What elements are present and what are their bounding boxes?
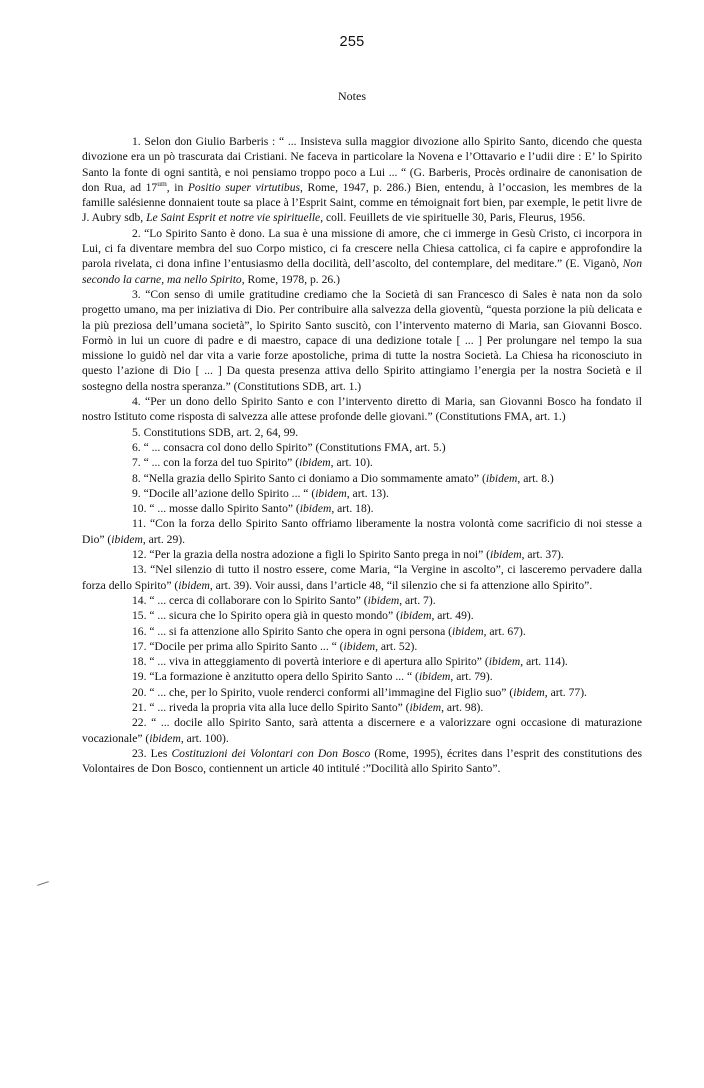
note-7 (82, 455, 642, 470)
italic-text: Positio super virtutibus (187, 180, 301, 194)
note-11 (82, 516, 642, 547)
italic-text: ibidem (488, 655, 521, 669)
note-text: 3. “Con senso di umile gratitudine crediamo che la Società di san Francesco di Sales è nata non da solo progetto umano, ma per iniziativa di Dio. Per contribuire alla salvezza della gioventù, “questa porzione la più delicata e la più preziosa dell’umana società”, lo Spirito Santo suscitò, con l’intervento materno di Maria, san Giovanni Bosco. Formò in lui un cuore di padre e di maestro, capace di una dedizione totale [ ... ] Per prolungare nel tempo la sua missione lo guidò nel dar vita a varie forze apostoliche, prima di tutte la nostra Società. La Chiesa ha riconosciuto in questo l’azione di Dio [ ... ] Da questa presenza attiva dello Spirito attingiamo l’energia per la nostra Società e il sostegno della nostra speranza.” (Constitutions SDB, art. 1.) (82, 287, 642, 393)
note-text: , art. 100). (180, 731, 229, 745)
note-text: 11. “Con la forza dello Spirito Santo offriamo liberamente la nostra volontà come sacrificio di noi stesse a Dio” ( (82, 517, 642, 546)
note-text: , art. 98). (441, 700, 484, 714)
note-text: , art. 52). (375, 639, 418, 653)
note-3 (82, 287, 642, 394)
italic-text: ibidem (178, 578, 210, 592)
note-19 (82, 669, 642, 684)
note-1 (82, 134, 642, 226)
note-text: (Rome, 1995), écrites dans l’esprit des constitutions des Volontaires de Don Bosco, contiennent un article 40 intitulé :”Docilità allo Spirito Santo”. (82, 746, 643, 776)
italic-text: Costituzioni dei Volontari con Don Bosco (171, 746, 371, 760)
note-text: 19. “La formazione è anzitutto opera dello Spirito Santo ... “ ( (132, 670, 419, 684)
note-23 (82, 746, 642, 777)
note-20 (82, 685, 642, 700)
note-text: , art. 29). (142, 532, 186, 546)
page-number: 255 (339, 34, 365, 50)
note-22 (82, 715, 642, 746)
section-heading: Notes (338, 89, 366, 103)
note-text: 14. “ ... cerca di collaborare con lo Spirito Santo” ( (132, 593, 368, 607)
note-text: 20. “ ... che, per lo Spirito, vuole renderci conformi all’immagine del Figlio suo” ( (132, 685, 514, 699)
note-18 (82, 654, 642, 669)
note-text: 23. Les (132, 746, 172, 760)
note-text: 21. “ ... riveda la propria vita alla luce dello Spirito Santo” ( (132, 700, 410, 714)
note-text: 5. Constitutions SDB, art. 2, 64, 99. (132, 425, 299, 439)
note-text: , Rome, 1947, p. 286.) Bien, entendu, à l’occasion, les membres de la famille salésienne donnaient toute sa place à l’Esprit Saint, comme en témoignait fort bien, par exemple, le petit livre de J. Aubry sdb, (82, 180, 642, 225)
italic-text: ibidem (299, 456, 331, 470)
note-text: , art. 10). (330, 456, 373, 470)
note-6 (82, 440, 642, 455)
note-text: , art. 79). (450, 670, 493, 684)
italic-text: Non secondo la carne, ma nello Spirito (82, 257, 642, 286)
note-text: , art. 8.) (517, 471, 554, 485)
note-text: , art. 7). (399, 593, 436, 607)
note-12 (82, 547, 642, 562)
note-4 (82, 394, 642, 425)
note-14 (82, 593, 642, 608)
note-text: 7. “ ... con la forza del tuo Spirito” ( (132, 456, 300, 470)
italic-text: ibidem (111, 532, 143, 546)
margin-mark (37, 881, 49, 886)
note-text: , art. 39). Voir aussi, dans l’article 48, “il silenzio che si fa attenzione allo Spirito”. (209, 578, 593, 592)
note-text: 6. “ ... consacra col dono dello Spirito” (Constitutions FMA, art. 5.) (132, 440, 446, 454)
italic-text: ibidem (399, 609, 432, 623)
note-text: 1. Selon don Giulio Barberis : “ ... Insisteva sulla maggior divozione allo Spirito Santo, dicendo che questa divozione era un pò trascurata dai Cristiani. Ne faceva in particolare la Novena e l’Ottavario e l’udii dire : E’ lo Spirito Santo la fonte di ogni santità, e noi pensiamo troppo poco a Lui ... “ (G. Barberis, Procès ordinaire de canonisation de don Rua, ad 17 (82, 135, 642, 194)
note-text: , art. 18). (331, 502, 374, 516)
note-text: , art. 37). (521, 548, 564, 562)
italic-text: ibidem (367, 593, 400, 607)
note-text: , art. 77). (544, 685, 587, 699)
italic-text: ibidem (452, 624, 484, 638)
note-text: 17. “Docile per prima allo Spirito Santo ... “ ( (132, 639, 344, 653)
note-text: 12. “Per la grazia della nostra adozione a figli lo Spirito Santo prega in noi” ( (132, 548, 491, 562)
note-9 (82, 486, 642, 501)
italic-text: Le Saint Esprit et notre vie spirituelle (146, 211, 321, 225)
note-2 (82, 226, 642, 287)
note-text: , art. 49). (431, 609, 474, 623)
note-text: , Rome, 1978, p. 26.) (241, 272, 340, 286)
note-text: , art. 13). (346, 486, 389, 500)
note-8 (82, 471, 642, 486)
note-text: 4. “Per un dono dello Spirito Santo e con l’intervento diretto di Maria, san Giovanni Bosco ha fondato il nostro Istituto come risposta di salvezza alle attese profonde delle giovani.” (Constitutions FMA, art. 1.) (82, 395, 642, 424)
italic-text: ibidem (418, 670, 451, 684)
superscript-text: um (157, 179, 167, 189)
note-text: , art. 67). (483, 624, 526, 638)
italic-text: ibidem (343, 639, 376, 653)
note-text: 10. “ ... mosse dallo Spirito Santo” ( (132, 502, 300, 516)
note-text: 18. “ ... viva in atteggiamento di povertà interiore e di apertura allo Spirito” ( (132, 655, 489, 669)
italic-text: ibidem (513, 685, 545, 699)
note-21 (82, 700, 642, 715)
note-text: 16. “ ... si fa attenzione allo Spirito Santo che opera in ogni persona ( (132, 624, 453, 638)
italic-text: ibidem (485, 471, 518, 485)
note-text: 2. “Lo Spirito Santo è dono. La sua è una missione di amore, che ci immerge in Gesù Cristo, ci incorpora in Lui, ci fa diventare membra del suo Corpo mistico, ci fa crescere nella Chiesa cattolica, ci fa capire e approfondire la parola rivelata, ci dona infine l’entusiasmo della docilità, dell’ascolto, del contemplare, del meditare.” (E. Viganò, (82, 226, 642, 271)
note-text: , art. 114). (520, 655, 568, 669)
note-text: , in (166, 180, 188, 194)
note-5 (82, 425, 642, 440)
note-text: 15. “ ... sicura che lo Spirito opera già in questo mondo” ( (132, 609, 400, 623)
italic-text: ibidem (149, 731, 181, 745)
notes-list (82, 134, 642, 776)
italic-text: ibidem (490, 548, 522, 562)
italic-text: ibidem (315, 486, 347, 500)
note-17 (82, 639, 642, 654)
note-10 (82, 501, 642, 516)
italic-text: ibidem (299, 502, 332, 516)
note-text: 13. “Nel silenzio di tutto il nostro essere, come Maria, “la Vergine in ascolto”, ci lasceremo pervadere dalla forza dello Spirito” ( (82, 563, 642, 592)
note-15 (82, 608, 642, 623)
note-13 (82, 562, 642, 593)
note-text: 8. “Nella grazia dello Spirito Santo ci doniamo a Dio sommamente amato” ( (132, 471, 486, 485)
note-text: 22. “ ... docile allo Spirito Santo, sarà attenta a discernere e a valorizzare ogni occasione di maturazione vocazionale” ( (82, 716, 642, 745)
note-text: 9. “Docile all’azione dello Spirito ... “ ( (132, 486, 316, 500)
italic-text: ibidem (409, 700, 442, 714)
note-16 (82, 624, 642, 639)
note-text: , coll. Feuillets de vie spirituelle 30, Paris, Fleurus, 1956. (320, 211, 586, 225)
